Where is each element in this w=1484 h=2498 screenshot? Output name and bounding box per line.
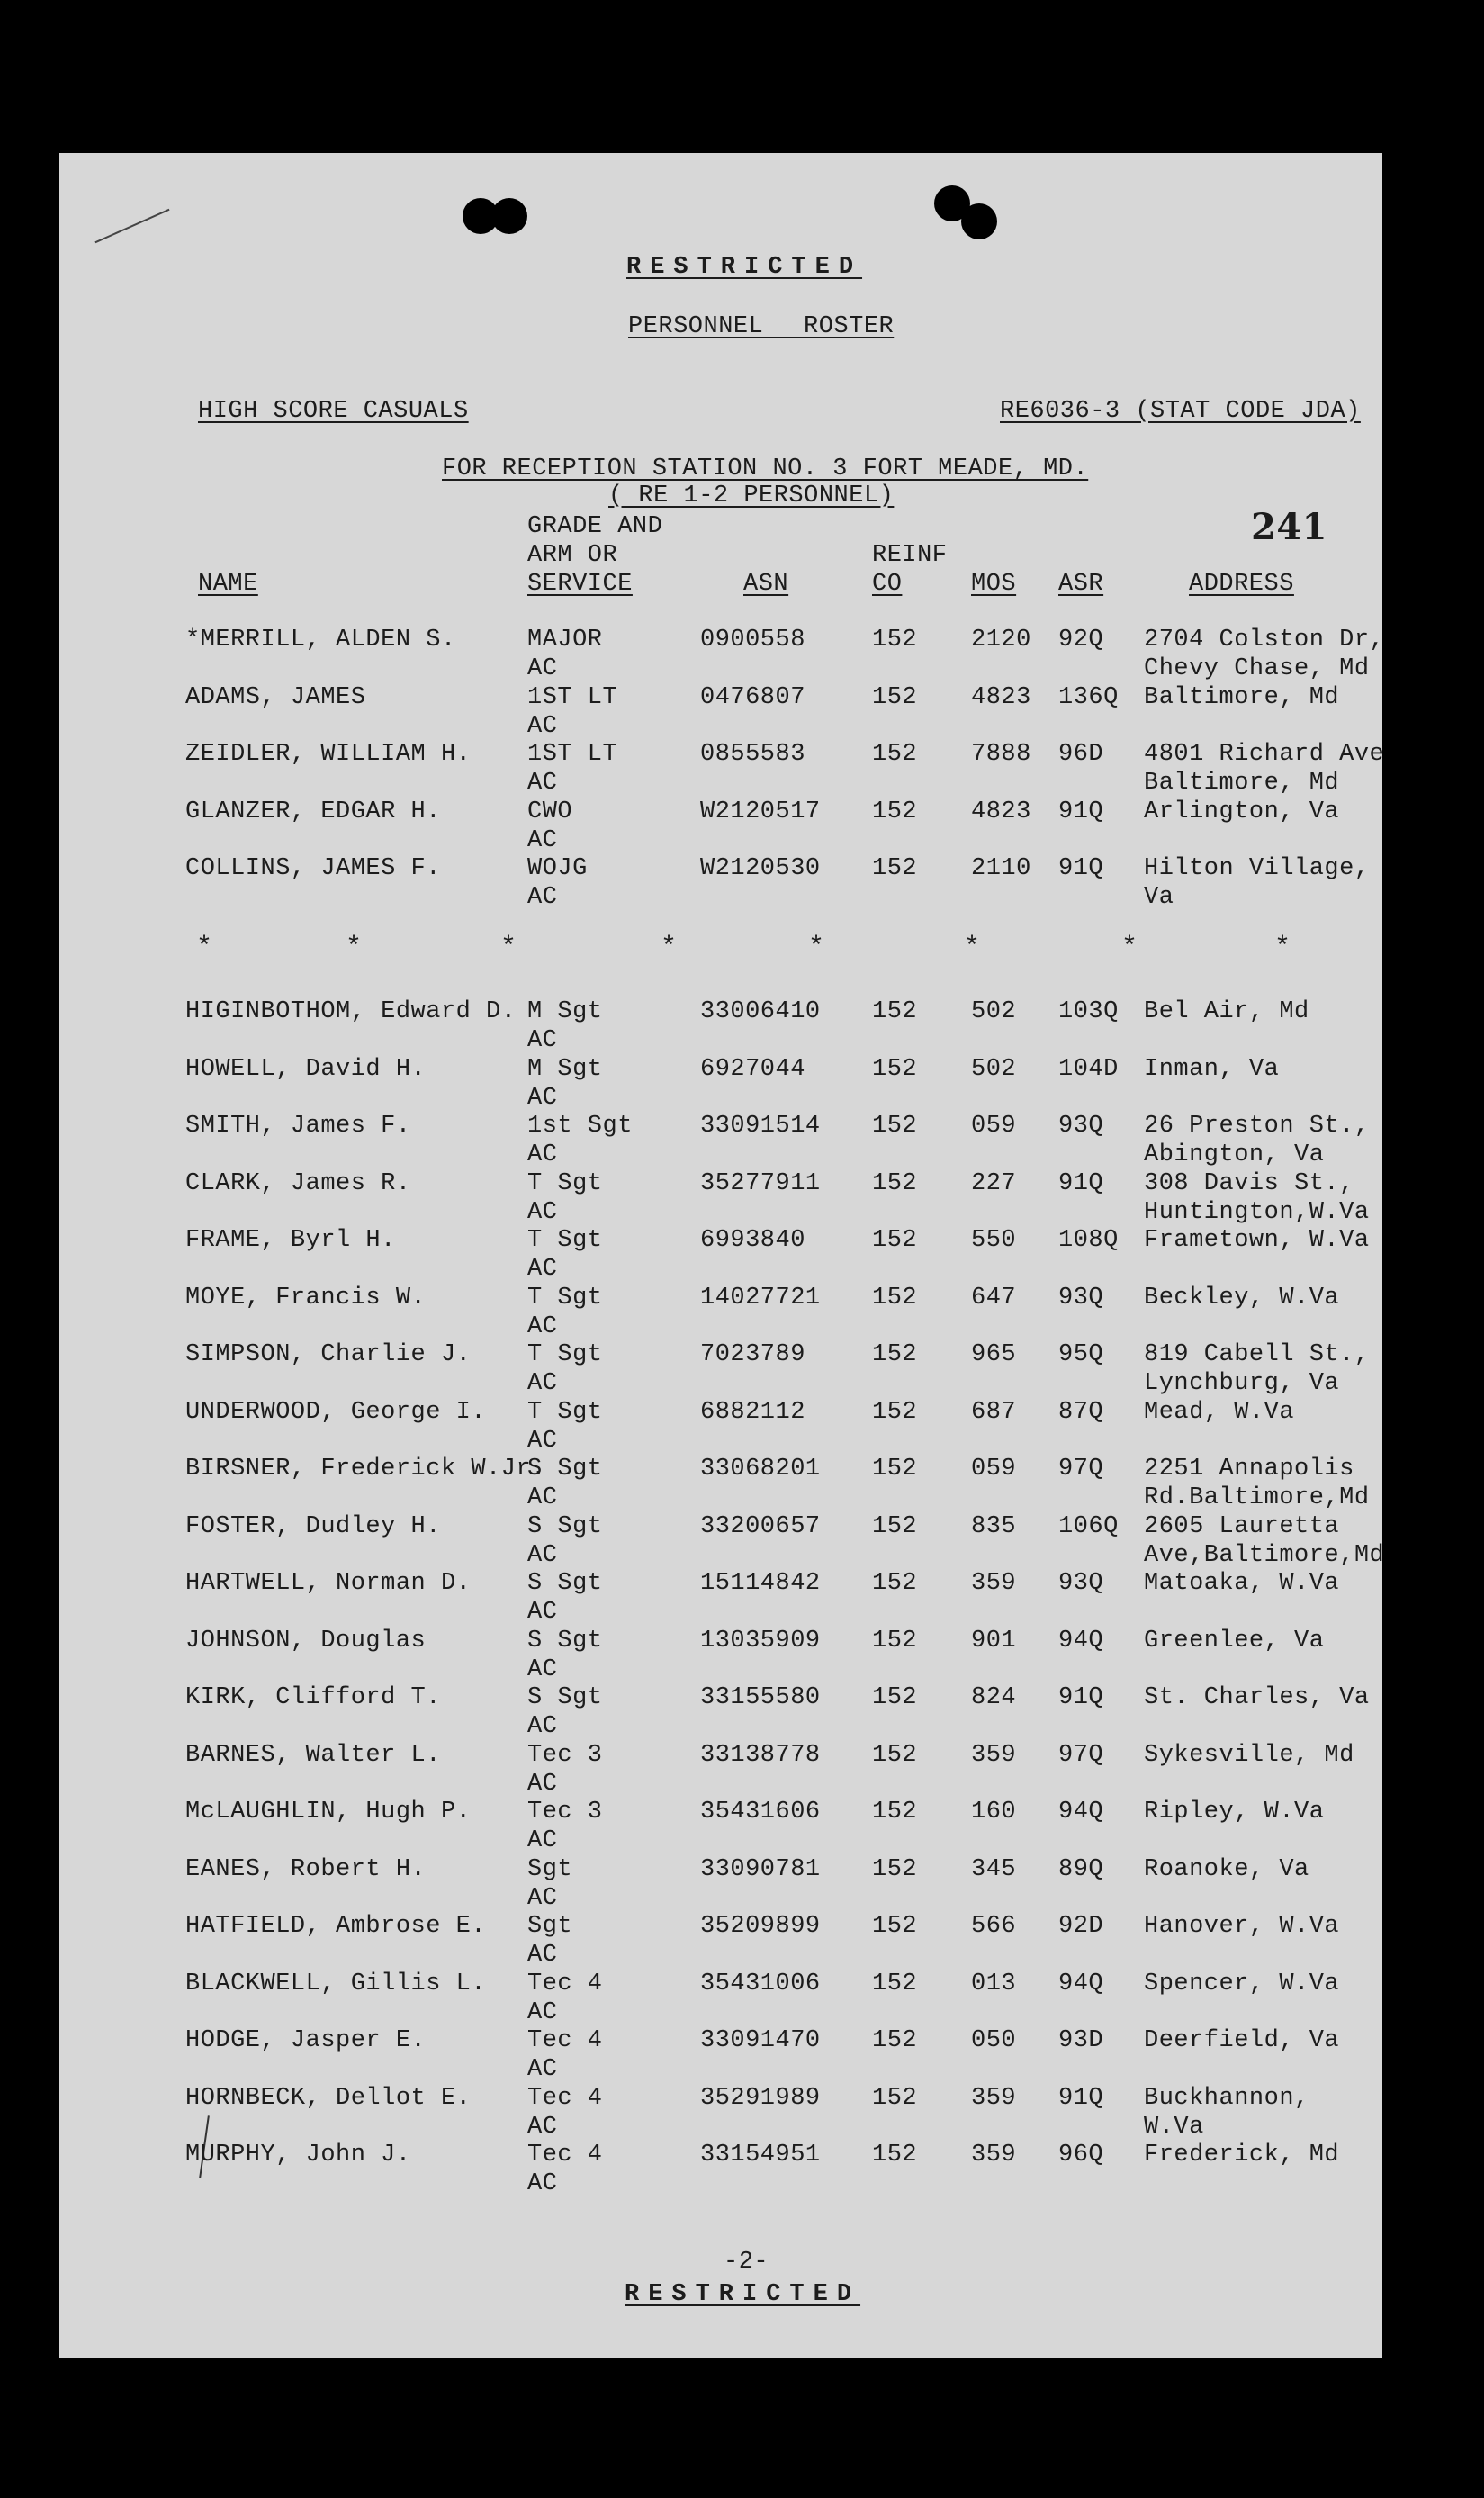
cell-mos: 965	[971, 1341, 1017, 1368]
cell-mos: 2120	[971, 627, 1031, 654]
cell-grade: Tec 4	[527, 2027, 603, 2054]
cell-address-line1: 2704 Colston Dr,	[1144, 627, 1385, 654]
cell-arm: AC	[527, 2113, 558, 2141]
cell-co: 152	[872, 1341, 918, 1368]
table-row	[59, 1742, 1382, 1799]
cell-grade: M Sgt	[527, 1055, 603, 1083]
col-grade-line1: GRADE AND	[527, 513, 663, 540]
cell-asn: 35209899	[700, 1913, 821, 1940]
cell-name: JOHNSON, Douglas	[185, 1627, 427, 1655]
cell-asr: 93Q	[1058, 1113, 1104, 1140]
cell-co: 152	[872, 1970, 918, 1997]
cell-co: 152	[872, 741, 918, 768]
cell-mos: 901	[971, 1627, 1017, 1655]
cell-arm: AC	[527, 826, 558, 854]
cell-co: 152	[872, 1227, 918, 1254]
cell-asr: 93Q	[1058, 1570, 1104, 1597]
cell-arm: AC	[527, 1541, 558, 1569]
table-row	[59, 2142, 1382, 2199]
cell-asr: 96D	[1058, 741, 1104, 768]
cell-asr: 93D	[1058, 2027, 1104, 2054]
cell-name: CLARK, James R.	[185, 1169, 411, 1197]
cell-arm: AC	[527, 1312, 558, 1340]
subtitle-station: FOR RECEPTION STATION NO. 3 FORT MEADE, MD.	[442, 455, 1089, 482]
table-row	[59, 1913, 1382, 1970]
table-row	[59, 1970, 1382, 2028]
cell-arm: AC	[527, 712, 558, 740]
separator-asterisk: *	[500, 933, 517, 963]
cell-name: GLANZER, EDGAR H.	[185, 798, 441, 825]
cell-address-line1: 819 Cabell St.,	[1144, 1341, 1370, 1368]
cell-asn: 7023789	[700, 1341, 805, 1368]
cell-mos: 647	[971, 1284, 1017, 1312]
cell-address-line1: Bel Air, Md	[1144, 998, 1309, 1025]
cell-asn: 33200657	[700, 1512, 821, 1540]
cell-asr: 92D	[1058, 1913, 1104, 1940]
col-reinf-line2: CO	[872, 571, 903, 598]
cell-arm: AC	[527, 770, 558, 797]
cell-arm: AC	[527, 1998, 558, 2026]
cell-asn: 14027721	[700, 1284, 821, 1312]
punch-hole	[491, 198, 527, 234]
cell-name: HATFIELD, Ambrose E.	[185, 1913, 487, 1940]
cell-grade: 1ST LT	[527, 683, 618, 711]
cell-address-line2: W.Va	[1144, 2113, 1204, 2141]
footer-page-number: -2-	[724, 2249, 769, 2276]
cell-asn: 33155580	[700, 1684, 821, 1711]
pen-mark	[94, 209, 169, 243]
cell-asn: 15114842	[700, 1570, 821, 1597]
col-grade-line2: ARM OR	[527, 542, 618, 569]
table-row	[59, 1456, 1382, 1513]
cell-address-line1: Frametown, W.Va	[1144, 1227, 1370, 1254]
cell-mos: 4823	[971, 798, 1031, 825]
cell-name: McLAUGHLIN, Hugh P.	[185, 1799, 472, 1826]
cell-mos: 345	[971, 1855, 1017, 1883]
cell-grade: Tec 4	[527, 1970, 603, 1997]
cell-address-line1: Spencer, W.Va	[1144, 1970, 1340, 1997]
cell-mos: 050	[971, 2027, 1017, 2054]
cell-asr: 97Q	[1058, 1741, 1104, 1769]
cell-co: 152	[872, 1456, 918, 1483]
cell-co: 152	[872, 1113, 918, 1140]
separator-asterisk: *	[808, 933, 825, 963]
cell-grade: WOJG	[527, 855, 588, 882]
cell-co: 152	[872, 998, 918, 1025]
cell-co: 152	[872, 798, 918, 825]
cell-asn: 35431606	[700, 1799, 821, 1826]
table-row	[59, 1856, 1382, 1914]
cell-name: SMITH, James F.	[185, 1113, 411, 1140]
cell-asr: 104D	[1058, 1055, 1119, 1083]
cell-name: FRAME, Byrl H.	[185, 1227, 396, 1254]
cell-arm: AC	[527, 1942, 558, 1969]
cell-co: 152	[872, 855, 918, 882]
table-row	[59, 1399, 1382, 1456]
cell-name: HOWELL, David H.	[185, 1055, 427, 1083]
cell-co: 152	[872, 1855, 918, 1883]
cell-co: 152	[872, 2142, 918, 2169]
col-name: NAME	[198, 571, 258, 598]
cell-co: 152	[872, 1055, 918, 1083]
separator-asterisk: *	[964, 933, 981, 963]
document-title: PERSONNEL ROSTER	[628, 313, 895, 340]
cell-address-line1: Frederick, Md	[1144, 2142, 1340, 2169]
cell-grade: T Sgt	[527, 1341, 603, 1368]
cell-address-line1: Ripley, W.Va	[1144, 1799, 1325, 1826]
cell-address-line2: Ave,Baltimore,Md	[1144, 1541, 1385, 1569]
cell-name: ADAMS, JAMES	[185, 683, 366, 711]
cell-grade: S Sgt	[527, 1456, 603, 1483]
cell-arm: AC	[527, 1713, 558, 1740]
cell-asn: 33154951	[700, 2142, 821, 2169]
cell-name: BLACKWELL, Gillis L.	[185, 1970, 487, 1997]
table-row	[59, 1056, 1382, 1114]
cell-name: KIRK, Clifford T.	[185, 1684, 441, 1711]
cell-name: MURPHY, John J.	[185, 2142, 411, 2169]
table-row	[59, 684, 1382, 742]
cell-address-line1: Buckhannon,	[1144, 2084, 1309, 2112]
table-row	[59, 1628, 1382, 1685]
cell-address-line1: Beckley, W.Va	[1144, 1284, 1340, 1312]
cell-grade: Tec 4	[527, 2142, 603, 2169]
cell-name: FOSTER, Dudley H.	[185, 1512, 441, 1540]
cell-arm: AC	[527, 1370, 558, 1397]
cell-grade: S Sgt	[527, 1684, 603, 1711]
col-asr: ASR	[1058, 571, 1104, 598]
page-number: 241	[1251, 506, 1327, 548]
cell-asn: 6882112	[700, 1398, 805, 1426]
cell-asn: 6927044	[700, 1055, 805, 1083]
cell-mos: 059	[971, 1113, 1017, 1140]
table-row	[59, 1512, 1385, 1571]
cell-address-line1: 2605 Lauretta	[1144, 1512, 1340, 1540]
cell-asn: 33068201	[700, 1456, 821, 1483]
cell-mos: 059	[971, 1456, 1017, 1483]
cell-asn: 35431006	[700, 1970, 821, 1997]
cell-address-line2: Abington, Va	[1144, 1141, 1325, 1168]
separator-asterisk: *	[661, 933, 678, 963]
cell-mos: 566	[971, 1913, 1017, 1940]
cell-co: 152	[872, 1627, 918, 1655]
table-row	[59, 855, 1382, 913]
cell-address-line2: Baltimore, Md	[1144, 770, 1340, 797]
cell-grade: Sgt	[527, 1855, 573, 1883]
col-mos: MOS	[971, 571, 1017, 598]
cell-address-line1: St. Charles, Va	[1144, 1684, 1370, 1711]
cell-name: BIRSNER, Frederick W.Jr.	[185, 1456, 546, 1483]
cell-name: MOYE, Francis W.	[185, 1284, 427, 1312]
cell-arm: AC	[527, 1655, 558, 1683]
cell-asr: 91Q	[1058, 855, 1104, 882]
left-heading: HIGH SCORE CASUALS	[198, 398, 469, 425]
separator-asterisk: *	[346, 933, 363, 963]
cell-mos: 4823	[971, 683, 1031, 711]
cell-name: ZEIDLER, WILLIAM H.	[185, 741, 472, 768]
cell-grade: MAJOR	[527, 627, 603, 654]
cell-co: 152	[872, 2084, 918, 2112]
cell-asr: 91Q	[1058, 1684, 1104, 1711]
table-row	[59, 1799, 1382, 1856]
cell-asr: 94Q	[1058, 1799, 1104, 1826]
cell-asr: 94Q	[1058, 1627, 1104, 1655]
cell-asr: 91Q	[1058, 2084, 1104, 2112]
cell-mos: 502	[971, 998, 1017, 1025]
cell-asr: 93Q	[1058, 1284, 1104, 1312]
cell-mos: 359	[971, 2084, 1017, 2112]
cell-asn: 35277911	[700, 1169, 821, 1197]
table-row	[59, 1684, 1382, 1742]
cell-asr: 106Q	[1058, 1512, 1119, 1540]
cell-asr: 95Q	[1058, 1341, 1104, 1368]
cell-address-line1: 2251 Annapolis	[1144, 1456, 1354, 1483]
cell-mos: 835	[971, 1512, 1017, 1540]
cell-arm: AC	[527, 1827, 558, 1854]
cell-address-line2: Chevy Chase, Md	[1144, 655, 1370, 682]
cell-address-line1: Inman, Va	[1144, 1055, 1280, 1083]
cell-co: 152	[872, 1913, 918, 1940]
cell-mos: 013	[971, 1970, 1017, 1997]
cell-arm: AC	[527, 1256, 558, 1283]
table-row	[59, 2027, 1382, 2085]
cell-arm: AC	[527, 1427, 558, 1455]
cell-asn: 0476807	[700, 683, 805, 711]
cell-grade: S Sgt	[527, 1627, 603, 1655]
cell-arm: AC	[527, 1884, 558, 1912]
cell-co: 152	[872, 2027, 918, 2054]
cell-co: 152	[872, 1512, 918, 1540]
cell-grade: Tec 4	[527, 2084, 603, 2112]
cell-arm: AC	[527, 2056, 558, 2083]
cell-asn: 33091470	[700, 2027, 821, 2054]
cell-name: HORNBECK, Dellot E.	[185, 2084, 472, 2112]
cell-mos: 502	[971, 1055, 1017, 1083]
cell-address-line2: Rd.Baltimore,Md	[1144, 1484, 1370, 1511]
cell-asr: 96Q	[1058, 2142, 1104, 2169]
cell-asr: 97Q	[1058, 1456, 1104, 1483]
cell-mos: 7888	[971, 741, 1031, 768]
cell-grade: Tec 3	[527, 1741, 603, 1769]
cell-grade: S Sgt	[527, 1512, 603, 1540]
col-reinf-line1: REINF	[872, 542, 948, 569]
cell-asr: 94Q	[1058, 1970, 1104, 1997]
right-heading: RE6036-3 (STAT CODE JDA)	[1000, 398, 1361, 425]
cell-asr: 87Q	[1058, 1398, 1104, 1426]
table-row	[59, 627, 1385, 684]
separator-asterisk: *	[1121, 933, 1138, 963]
cell-asr: 108Q	[1058, 1227, 1119, 1254]
cell-arm: AC	[527, 1027, 558, 1054]
cell-grade: T Sgt	[527, 1169, 603, 1197]
cell-arm: AC	[527, 1198, 558, 1226]
cell-co: 152	[872, 1741, 918, 1769]
cell-name: SIMPSON, Charlie J.	[185, 1341, 472, 1368]
cell-arm: AC	[527, 1084, 558, 1112]
cell-asn: 13035909	[700, 1627, 821, 1655]
cell-address-line1: Hanover, W.Va	[1144, 1913, 1340, 1940]
table-row	[59, 741, 1385, 798]
restricted-header: RESTRICTED	[626, 254, 863, 281]
cell-grade: M Sgt	[527, 998, 603, 1025]
cell-address-line1: Matoaka, W.Va	[1144, 1570, 1340, 1597]
separator-asterisk: *	[196, 933, 213, 963]
cell-address-line1: 26 Preston St.,	[1144, 1113, 1370, 1140]
cell-arm: AC	[527, 655, 558, 682]
cell-grade: Sgt	[527, 1913, 573, 1940]
table-row	[59, 1570, 1382, 1628]
cell-asn: 0900558	[700, 627, 805, 654]
cell-asn: W2120530	[700, 855, 821, 882]
cell-asr: 92Q	[1058, 627, 1104, 654]
cell-address-line1: Greenlee, Va	[1144, 1627, 1325, 1655]
cell-asr: 103Q	[1058, 998, 1119, 1025]
cell-grade: T Sgt	[527, 1227, 603, 1254]
cell-name: HARTWELL, Norman D.	[185, 1570, 472, 1597]
cell-arm: AC	[527, 1599, 558, 1626]
cell-asr: 91Q	[1058, 798, 1104, 825]
cell-address-line2: Lynchburg, Va	[1144, 1370, 1340, 1397]
cell-name: UNDERWOOD, George I.	[185, 1398, 487, 1426]
cell-arm: AC	[527, 884, 558, 911]
table-row	[59, 2085, 1382, 2142]
cell-asn: 33006410	[700, 998, 821, 1025]
col-address: ADDRESS	[1189, 571, 1294, 598]
cell-grade: T Sgt	[527, 1284, 603, 1312]
cell-co: 152	[872, 1799, 918, 1826]
cell-mos: 824	[971, 1684, 1017, 1711]
cell-address-line1: Hilton Village,	[1144, 855, 1370, 882]
cell-arm: AC	[527, 1141, 558, 1168]
cell-mos: 227	[971, 1169, 1017, 1197]
table-row	[59, 1285, 1382, 1342]
table-row	[59, 1341, 1382, 1399]
cell-mos: 687	[971, 1398, 1017, 1426]
table-row	[59, 1170, 1382, 1228]
cell-grade: S Sgt	[527, 1570, 603, 1597]
cell-asr: 91Q	[1058, 1169, 1104, 1197]
cell-address-line2: Va	[1144, 884, 1174, 911]
table-row	[59, 998, 1382, 1056]
cell-co: 152	[872, 1284, 918, 1312]
cell-grade: Tec 3	[527, 1799, 603, 1826]
cell-name: COLLINS, JAMES F.	[185, 855, 441, 882]
cell-name: HIGINBOTHOM, Edward D.	[185, 998, 517, 1025]
cell-co: 152	[872, 627, 918, 654]
table-row	[59, 798, 1382, 856]
punch-hole	[961, 203, 997, 239]
cell-mos: 160	[971, 1799, 1017, 1826]
cell-address-line1: Arlington, Va	[1144, 798, 1340, 825]
cell-name: BARNES, Walter L.	[185, 1741, 441, 1769]
cell-address-line1: Sykesville, Md	[1144, 1741, 1354, 1769]
subtitle-personnel: ( RE 1-2 PERSONNEL)	[608, 482, 895, 510]
cell-asn: 33138778	[700, 1741, 821, 1769]
cell-asr: 89Q	[1058, 1855, 1104, 1883]
cell-co: 152	[872, 1684, 918, 1711]
separator-asterisk: *	[1274, 933, 1291, 963]
cell-mos: 2110	[971, 855, 1031, 882]
cell-asn: 33090781	[700, 1855, 821, 1883]
cell-arm: AC	[527, 2170, 558, 2197]
cell-asn: W2120517	[700, 798, 821, 825]
cell-address-line2: Huntington,W.Va	[1144, 1198, 1370, 1226]
cell-co: 152	[872, 1570, 918, 1597]
cell-grade: CWO	[527, 798, 573, 825]
cell-address-line1: Mead, W.Va	[1144, 1398, 1295, 1426]
cell-address-line1: 308 Davis St.,	[1144, 1169, 1354, 1197]
cell-asn: 33091514	[700, 1113, 821, 1140]
cell-name: EANES, Robert H.	[185, 1855, 427, 1883]
cell-co: 152	[872, 1398, 918, 1426]
cell-mos: 359	[971, 1741, 1017, 1769]
cell-grade: 1ST LT	[527, 741, 618, 768]
cell-address-line1: Roanoke, Va	[1144, 1855, 1309, 1883]
cell-asr: 136Q	[1058, 683, 1119, 711]
cell-address-line1: 4801 Richard Ave	[1144, 741, 1385, 768]
cell-name: HODGE, Jasper E.	[185, 2027, 427, 2054]
cell-co: 152	[872, 1169, 918, 1197]
cell-co: 152	[872, 683, 918, 711]
cell-grade: 1st Sgt	[527, 1113, 633, 1140]
cell-address-line1: Deerfield, Va	[1144, 2027, 1340, 2054]
cell-name: *MERRILL, ALDEN S.	[185, 627, 456, 654]
col-grade-line3: SERVICE	[527, 571, 633, 598]
table-row	[59, 1113, 1382, 1170]
cell-asn: 6993840	[700, 1227, 805, 1254]
cell-arm: AC	[527, 1770, 558, 1798]
restricted-footer: RESTRICTED	[625, 2281, 861, 2308]
col-asn: ASN	[743, 571, 789, 598]
cell-arm: AC	[527, 1484, 558, 1511]
cell-mos: 550	[971, 1227, 1017, 1254]
cell-asn: 35291989	[700, 2084, 821, 2112]
cell-mos: 359	[971, 2142, 1017, 2169]
table-row	[59, 1227, 1382, 1285]
document-page	[59, 153, 1385, 2358]
cell-grade: T Sgt	[527, 1398, 603, 1426]
cell-asn: 0855583	[700, 741, 805, 768]
cell-mos: 359	[971, 1570, 1017, 1597]
cell-address-line1: Baltimore, Md	[1144, 683, 1340, 711]
